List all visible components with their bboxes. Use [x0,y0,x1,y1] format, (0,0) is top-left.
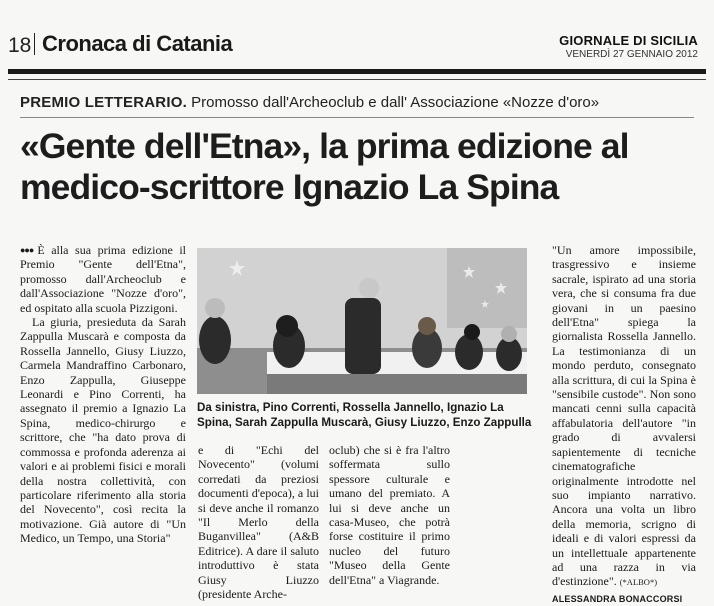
header-rule-thick [8,69,706,74]
section-title: Cronaca di Catania [42,31,233,56]
byline: ALESSANDRA BONACCORSI [552,593,683,604]
photo-caption: Da sinistra, Pino Correnti, Rossella Jannello, Ignazio La Spina, Sarah Zappulla Muscarà, Giusy Liuzzo, Enzo Zappulla [197,401,532,429]
column-3-text: oclub) che si è fra l'altro soffermata sullo spessore culturale e umano del premiato. A lui si deve anche un casa-Museo, che potrà forse costituire il primo nucleo del futuro "Museo della Gente dell'Etna" a Viagrande. [329,443,450,587]
kicker [20,94,599,111]
article-column-2 [198,443,319,601]
article-column-4 [552,243,696,606]
kicker-text: Promosso dall'Archeoclub e dall' Associazione «Nozze d'oro» [191,94,600,111]
event-photo-illustration [197,248,527,394]
column-4-text [552,243,696,590]
article-column-3 [329,443,450,587]
lead-marker: ●●● [20,245,34,255]
lead-text: È alla sua prima edizione il Premio "Gente dell'Etna", promosso dall'Archeoclub e dall'Associazione "Nozze d'oro", ed ospitato alla scuola Pizzigoni. [20,243,186,315]
newspaper-name: GIORNALE DI SICILIA [559,33,698,48]
lead-paragraph [20,243,186,315]
header-divider [34,33,35,55]
header-rule-thin [8,79,706,80]
issue-date: VENERDÌ 27 GENNAIO 2012 [565,49,698,60]
column-2-text: e di "Echi del Novecento" (volumi corredati da preziosi documenti d'epoca), a lui si deve anche il romanzo "Il Merlo della Buganvillea" (A&B Editrice). A dare il saluto introduttivo è stata Giusy Liuzzo (presidente Arche- [198,443,319,602]
article-photo [197,248,527,394]
kicker-rule [20,117,694,118]
article-column-1 [20,243,186,546]
author-initials: (*ALBO*) [619,577,658,588]
masthead [559,33,698,60]
body-paragraph: La giuria, presieduta da Sarah Zappulla Muscarà e composta da Rossella Jannello, Giusy Liuzzo, Carmela Mandraffino Carbonaro, Enzo Zappulla, Giuseppe Leonardi e Pino Correnti, ha assegnato il premio a Ignazio La Spina, medico-chirurgo e scrittore, che "ha dato prova di commossa e profonda aderenza ai valori e ai problemi fisici e morali della nostra collettività, con particolare riferimento alla storia del Novecento", così recita la motivazione. Già autore di "Un Medico, un Tempo, una Storia" [20,315,186,546]
headline: «Gente dell'Etna», la prima edizione al medico-scrittore Ignazio La Spina [20,126,629,207]
page-number: 18 [8,34,32,57]
kicker-label: PREMIO LETTERARIO. [20,94,187,111]
column-4-body: "Un amore impossibile, trasgressivo e insieme sacrale, ispirato ad una storia vera, che si consuma fra due giovani in un paesino dell'Etna" spiega la giornalista Rossella Jannello. La testimonianza di un mondo perduto, consegnato alla scrittura, di cui la Spina è "sensibile custode". Non sono mancati cenni sulla capacità affabulatoria dell'autore "in grado di avvalersi sapientemente di tecniche cinematografiche originalmente introdotte nel suo impianto narrativo. Ancora una volta un libro della memoria, scrigno di ideali e di valori espressi da un intellettuale appartenente ad una razza in via d'estinzione". [552,243,696,589]
